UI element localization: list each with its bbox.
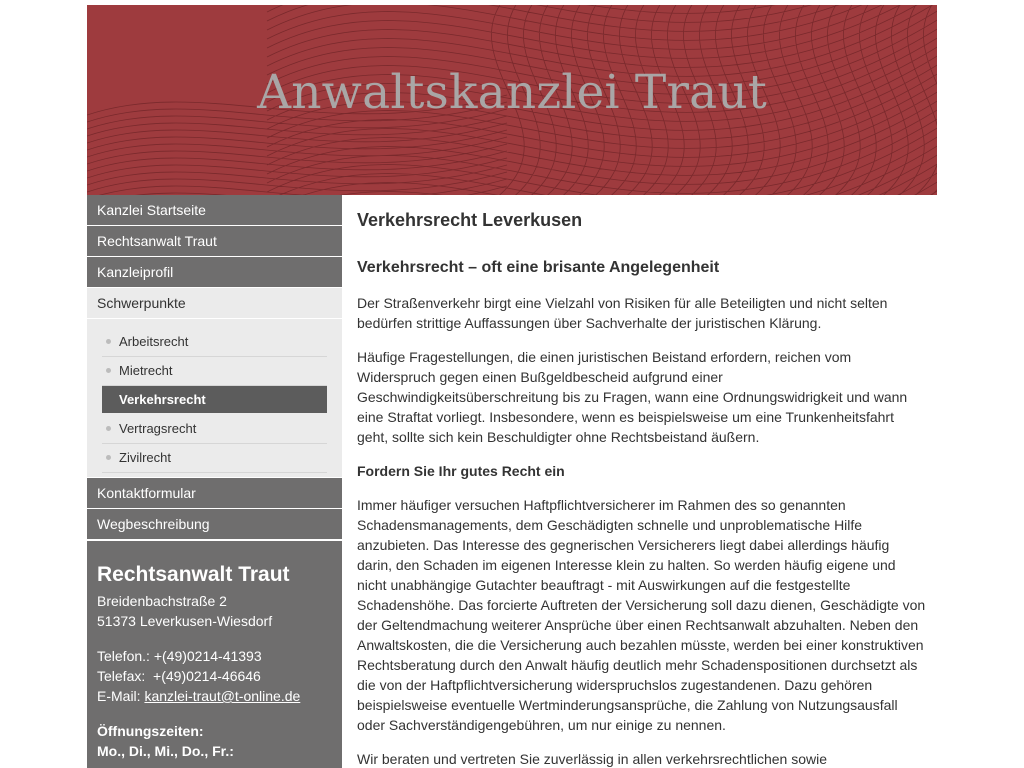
paragraph-intro: Der Straßenverkehr birgt eine Vielzahl von Risiken für alle Beteiligten und nicht selten bedürfen strittige Auffassungen über Sachverhalte der juristischen Klärung. <box>357 295 888 331</box>
subnav-item-label: Verkehrsrecht <box>119 392 206 407</box>
contact-box <box>87 541 342 768</box>
header-banner <box>87 5 937 195</box>
subnav-item-arbeitsrecht[interactable] <box>102 328 327 357</box>
nav-item-kanzlei-startseite[interactable]: Kanzlei Startseite <box>87 195 342 225</box>
subnav-item-label: Arbeitsrecht <box>119 334 189 349</box>
contact-phone: Telefon.: +(49)0214-41393 <box>97 648 262 664</box>
site-title[interactable]: Anwaltskanzlei Traut <box>257 65 767 120</box>
contact-city: 51373 Leverkusen-Wiesdorf <box>97 613 273 629</box>
paragraph-services: Wir beraten und vertreten Sie zuverlässig in allen verkehrsrechtlichen sowie <box>357 751 827 767</box>
nav-item-wegbeschreibung[interactable]: Wegbeschreibung <box>87 509 342 539</box>
paragraph-heading: Fordern Sie Ihr gutes Recht ein <box>357 463 565 479</box>
page-title: Verkehrsrecht Leverkusen <box>357 210 583 230</box>
page-wrapper <box>87 5 937 768</box>
spacer <box>97 706 332 721</box>
paragraph-insurance: Immer häufiger versuchen Haftpflichtversicherer im Rahmen des so genannten Schadensmanagements, dem Geschädigten schnelle und unproblematische Hilfe anzubieten. Das Interesse des gegnerischen Versicherers liegt dabei allerdings häufig darin, den Schaden im eigenen Interesse klein zu halten. So werden häufig eigene und nicht unabhängige Gutachter beauftragt - mit Auswirkungen auf die festgestellte Schadenshöhe. Das forcierte Auftreten der Versicherung soll dazu dienen, Geschädigte von der Geltendmachung weiterer Ansprüche über einen Rechtsanwalt abzuhalten. Neben den Anwaltskosten, die die Versicherung auch bezahlen müsste, werden bei einer konstruktiven Rechtsberatung durch den Anwalt häufig deutlich mehr Schadenspositionen durchsetzt als die von der Haftpflichtversicherung widerspruchslos zugestandenen. Dazu gehören beispielsweise eventuelle Wertminderungsansprüche, die Zahlung von Nutzungsausfall oder Sachverständigengebühren, um nur einige zu nennen. <box>357 497 926 733</box>
subnav-item-verkehrsrecht[interactable] <box>102 386 327 413</box>
opening-hours-label: Öffnungszeiten: <box>97 723 204 739</box>
spacer <box>97 631 332 646</box>
subnav-item-label: Vertragsrecht <box>119 421 197 436</box>
nav-item-schwerpunkte[interactable]: Schwerpunkte <box>87 288 342 318</box>
subnav-item-zivilrecht[interactable] <box>102 444 327 473</box>
contact-email-line <box>97 686 332 706</box>
bullet-icon <box>106 368 111 373</box>
nav-item-kanzleiprofil[interactable]: Kanzleiprofil <box>87 257 342 287</box>
nav-item-rechtsanwalt-traut[interactable]: Rechtsanwalt Traut <box>87 226 342 256</box>
main-content <box>357 195 927 768</box>
subnav-item-label: Mietrecht <box>119 363 173 378</box>
sidebar <box>87 195 342 768</box>
contact-email-label: E-Mail: <box>97 688 145 704</box>
nav-item-kontaktformular[interactable]: Kontaktformular <box>87 478 342 508</box>
subnav-item-label: Zivilrecht <box>119 450 172 465</box>
contact-email-link[interactable]: kanzlei-traut@t-online.de <box>144 688 301 704</box>
subnav-item-vertragsrecht[interactable] <box>102 415 327 444</box>
contact-name: Rechtsanwalt Traut <box>97 563 290 586</box>
bullet-icon <box>106 455 111 460</box>
subnav-schwerpunkte <box>87 319 342 477</box>
section-heading: Verkehrsrecht – oft eine brisante Angelegenheit <box>357 259 720 276</box>
contact-fax: Telefax: +(49)0214-46646 <box>97 668 261 684</box>
subnav-item-mietrecht[interactable] <box>102 357 327 386</box>
bullet-icon <box>106 426 111 431</box>
paragraph-questions: Häufige Fragestellungen, die einen juristischen Beistand erfordern, reichen vom Widerspruch gegen einen Bußgeldbescheid aufgrund einer Geschwindigkeitsüberschreitung bis zu Fragen, wann eine Ordnungswidrigkeit und wann eine Straftat vorliegt. Insbesondere, wenn es beispielsweise um eine Trunkenheitsfahrt geht, sollte sich kein Beschuldigter ohne Rechtsbeistand äußern. <box>357 349 908 445</box>
contact-street: Breidenbachstraße 2 <box>97 593 227 609</box>
bullet-icon <box>106 339 111 344</box>
opening-hours-days: Mo., Di., Mi., Do., Fr.: <box>97 743 234 759</box>
